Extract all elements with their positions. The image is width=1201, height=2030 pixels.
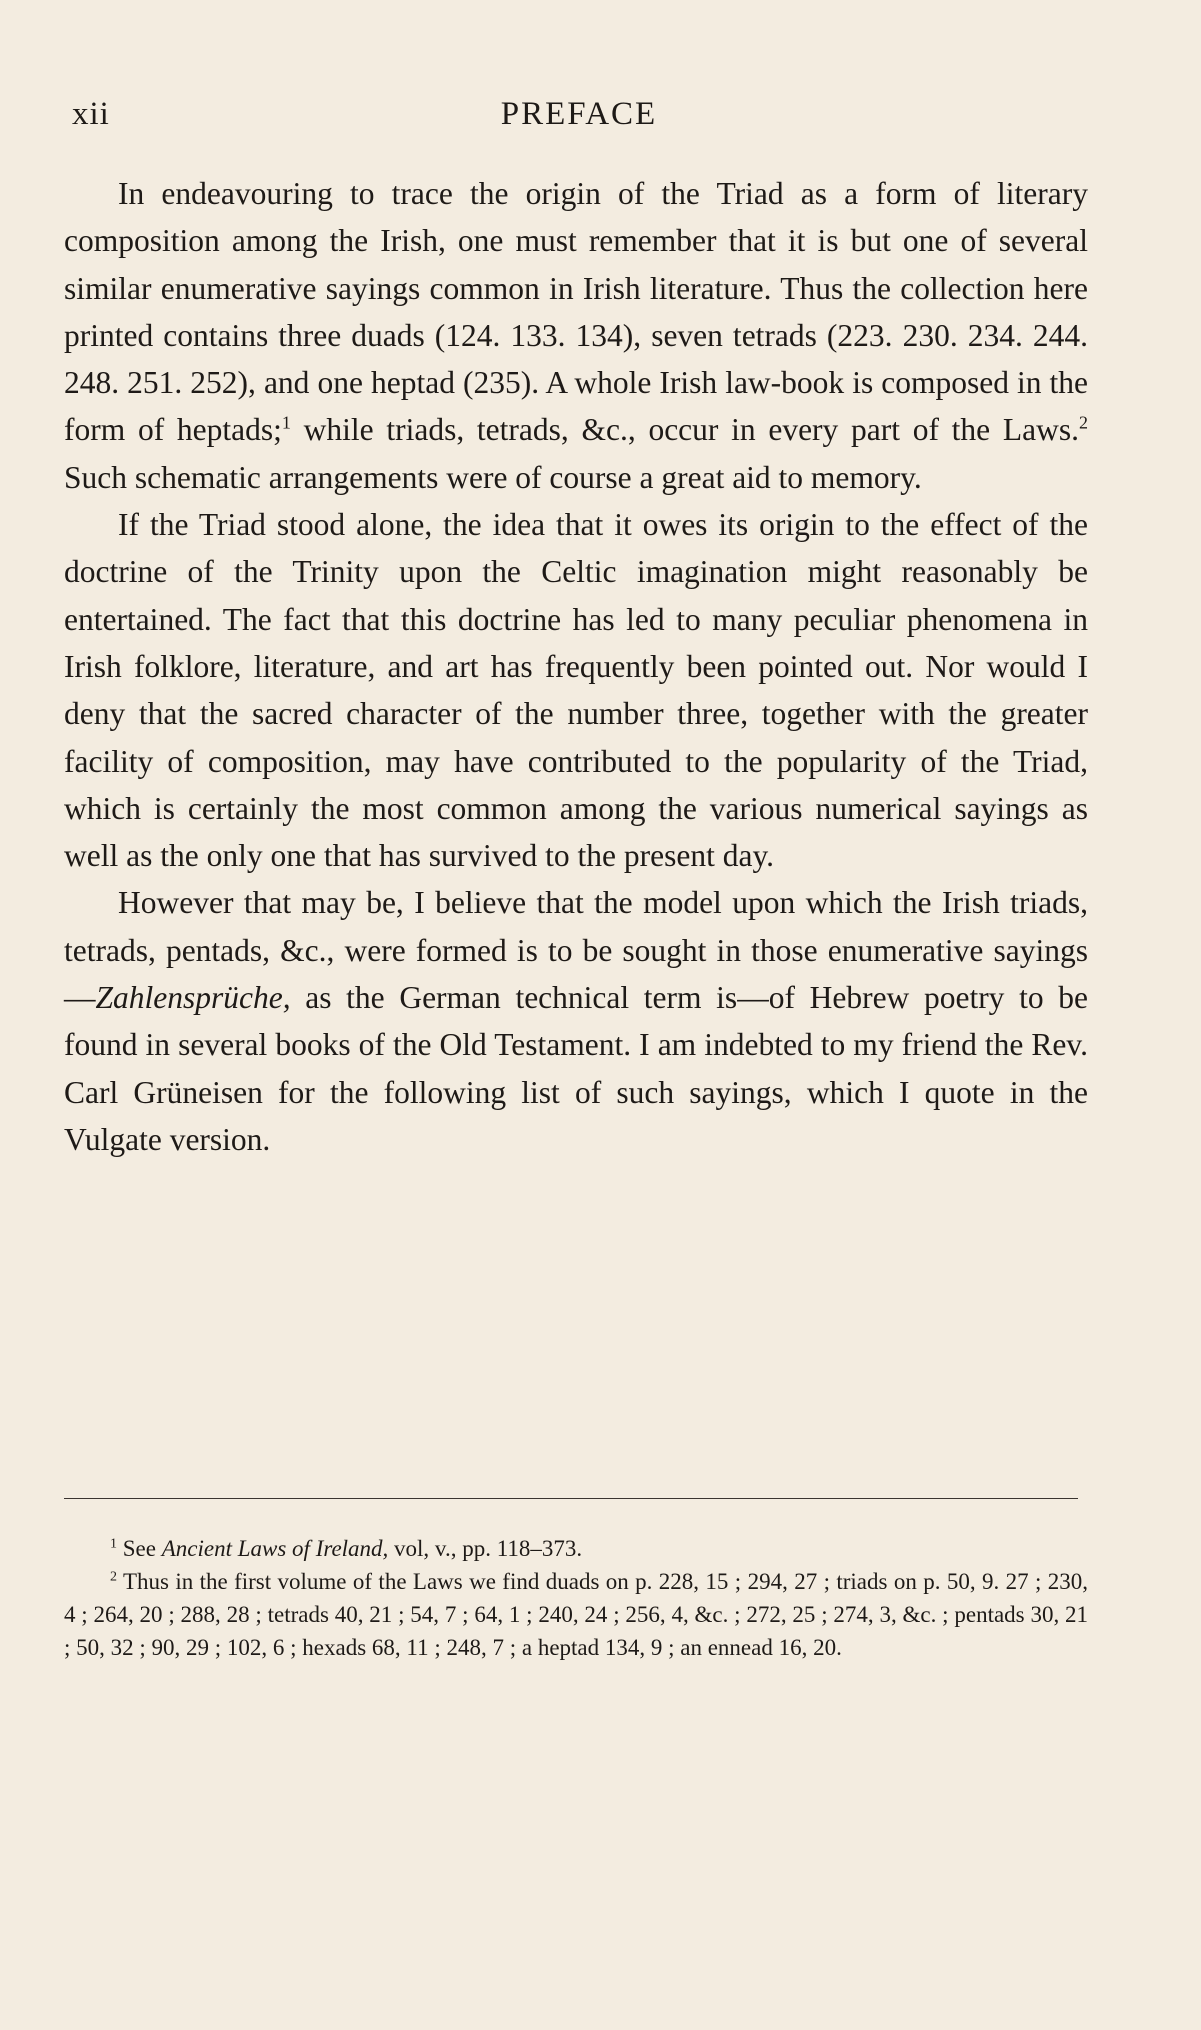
body-text xyxy=(64,170,1088,1163)
paragraph-3: However that may be, I believe that the model upon which the Irish triads, tetrads, pentads, &c., were formed is to be sought in those enumerative sayings—Zahlensprüche, as the German technical term is—of Hebrew poetry to be found in several books of the Old Testament. I am indebted to my friend the Rev. Carl Grüneisen for the following list of such sayings, which I quote in the Vulgate version. xyxy=(64,885,1088,1157)
paragraph-1: In endeavouring to trace the origin of the Triad as a form of literary composition among the Irish, one must remember that it is but one of several similar enumerative sayings common in Irish literature. Thus the collection here printed contains three duads (124. 133. 134), seven tetrads (223. 230. 234. 244. 248. 251. 252), and one heptad (235). A whole Irish law-book is composed in the form of heptads;$^1$ while triads, tetrads, &c., occur in every part of the Laws.$^2$ Such schematic arrangements were of course a great aid to memory. xyxy=(64,176,1088,495)
footnote-rule xyxy=(64,1498,1078,1499)
footnotes xyxy=(64,1532,1088,1664)
footnote-marker-2: 2 xyxy=(110,1569,117,1585)
paragraph-2: If the Triad stood alone, the idea that it owes its origin to the effect of the doctrine of the Trinity upon the Celtic imagination might reasonably be entertained. The fact that this doctrine has led to many peculiar phenomena in Irish folklore, literature, and art has frequently been pointed out. Nor would I deny that the sacred character of the number three, together with the greater facility of composition, may have contributed to the popularity of the Triad, which is certainly the most common among the various numerical sayings as well as the only one that has survived to the present day. xyxy=(64,507,1088,874)
footnote-ref-1: 1 xyxy=(281,412,291,433)
footnote-marker-1: 1 xyxy=(110,1536,117,1552)
footnote-2: $^2$ Thus in the first volume of the Laws we find duads on p. 228, 15 ; 294, 27 ; triads on p. 50, 9. 27 ; 230, 4 ; 264, 20 ; 288, 28 ; tetrads 40, 21 ; 54, 7 ; 64, 1 ; 240, 24 ; 256, 4, &c. ; 272, 25 ; 274, 3, &c. ; pentads 30, 21 ; 50, 32 ; 90, 29 ; 102, 6 ; hexads 68, 11 ; 248, 7 ; a heptad 134, 9 ; an ennead 16, 20. xyxy=(64,1569,1088,1660)
running-title: PREFACE xyxy=(500,96,658,132)
footnote-1: $^1$ See Ancient Laws of Ireland, vol, v., pp. 118–373. xyxy=(110,1536,583,1561)
page-number: xii xyxy=(72,96,110,132)
running-header xyxy=(70,96,1088,136)
work-title: Ancient Laws of Ireland, xyxy=(161,1536,389,1561)
footnote-ref-2: 2 xyxy=(1079,412,1088,433)
german-term: Zahlensprüche, xyxy=(95,980,291,1016)
